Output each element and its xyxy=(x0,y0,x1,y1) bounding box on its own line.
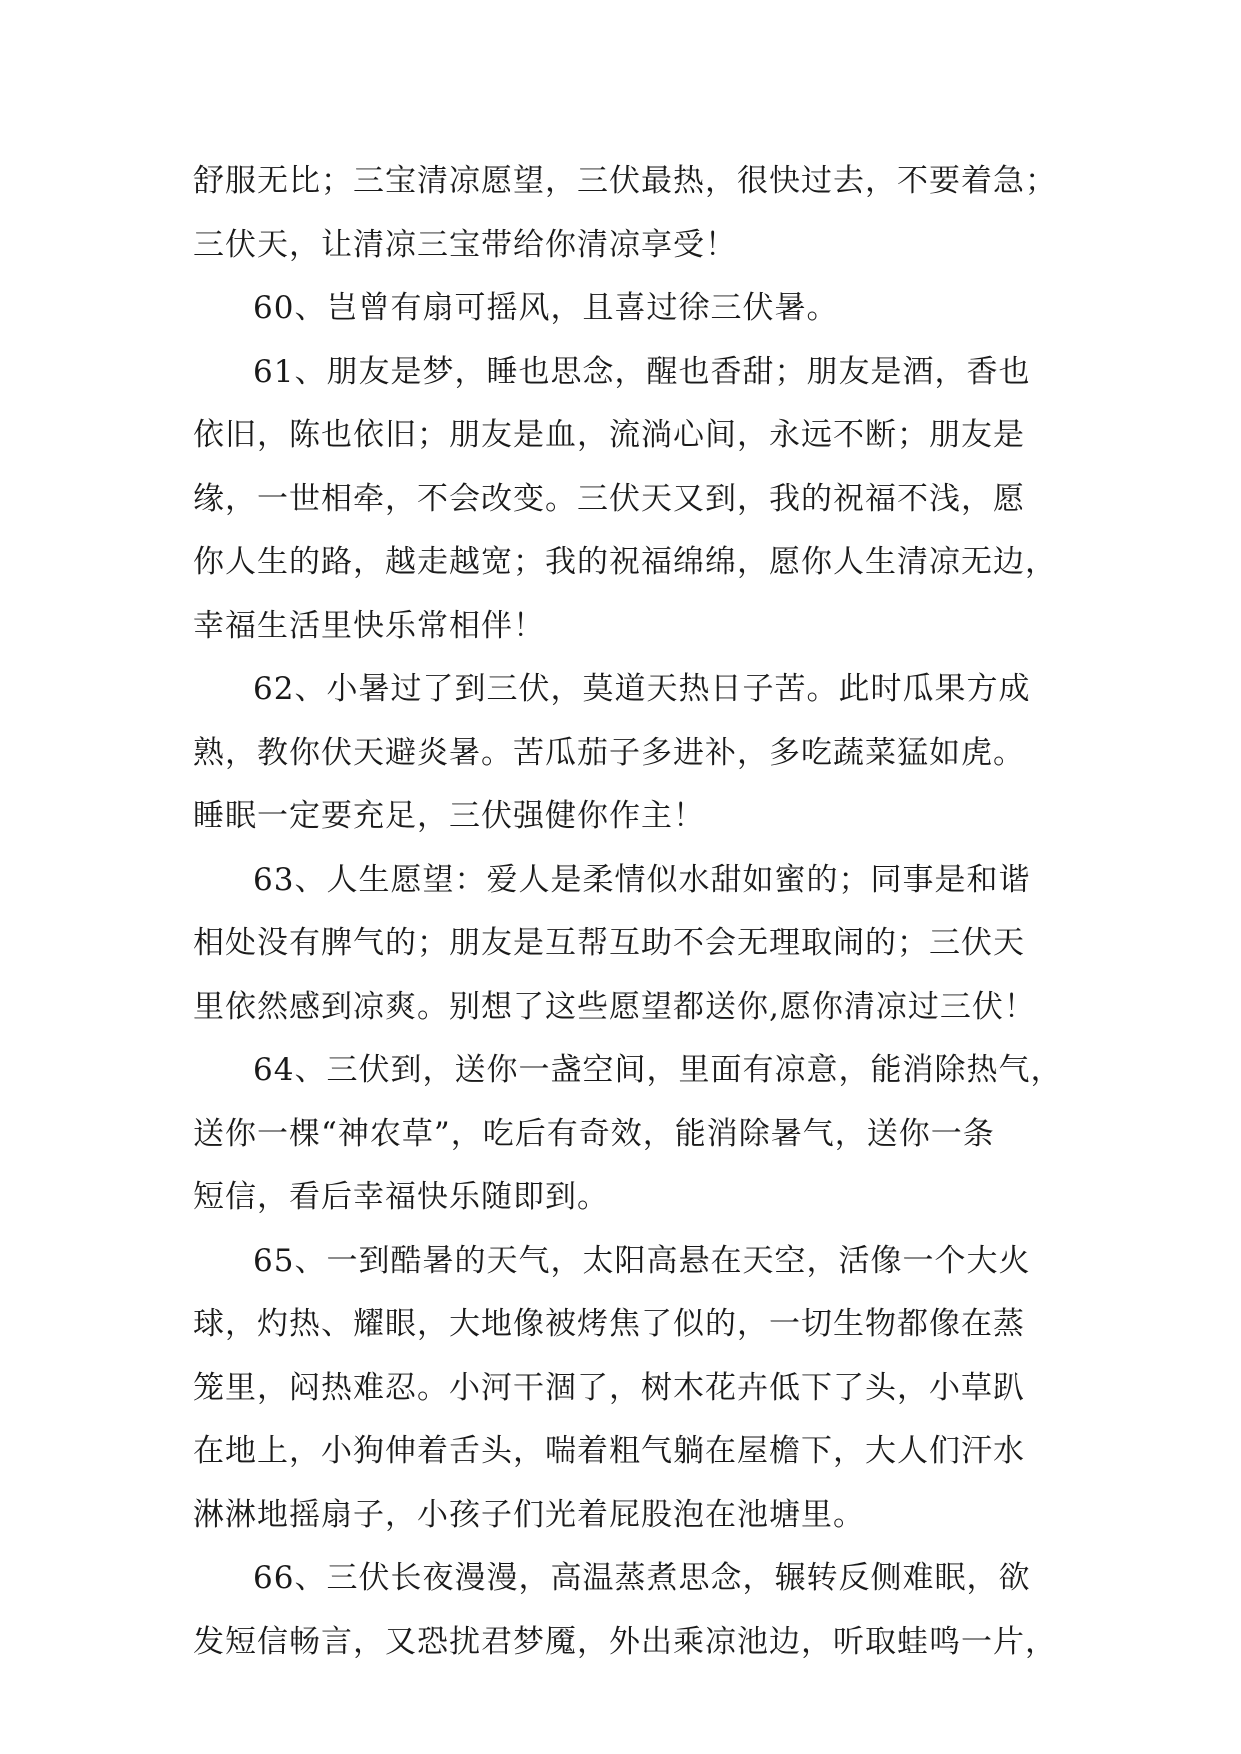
text-line: 你人生的路，越走越宽；我的祝福绵绵，愿你人生清凉无边， xyxy=(193,544,1057,580)
text-line: 熟，教你伏天避炎暑。苦瓜茄子多进补，多吃蔬菜猛如虎。 xyxy=(193,734,1025,771)
text-line: 在地上，小狗伸着舌头，喘着粗气躺在屋檐下，大人们汗水 xyxy=(193,1433,1025,1469)
text-line: 64、三伏到，送你一盏空间，里面有凉意，能消除热气， xyxy=(253,1052,1063,1088)
text-line: 笼里，闷热难忍。小河干涸了，树木花卉低下了头，小草趴 xyxy=(193,1369,1025,1406)
text-line: 65、一到酷暑的天气，太阳高悬在天空，活像一个大火 xyxy=(253,1242,1031,1279)
text-line: 61、朋友是梦，睡也思念，醒也香甜；朋友是酒，香也 xyxy=(253,353,1031,390)
text-line: 里依然感到凉爽。别想了这些愿望都送你,愿你清凉过三伏！ xyxy=(193,988,1036,1025)
text-line: 依旧，陈也依旧；朋友是血，流淌心间，永远不断；朋友是 xyxy=(193,417,1025,453)
text-line: 发短信畅言，又恐扰君梦魇，外出乘凉池边，听取蛙鸣一片， xyxy=(193,1623,1057,1660)
text-line: 幸福生活里快乐常相伴！ xyxy=(193,607,545,644)
document-body xyxy=(193,150,1073,1674)
text-line: 球，灼热、耀眼，大地像被烤焦了似的，一切生物都像在蒸 xyxy=(193,1306,1025,1342)
text-line: 三伏天，让清凉三宝带给你清凉享受！ xyxy=(193,226,737,263)
text-line: 63、人生愿望：爱人是柔情似水甜如蜜的；同事是和谐 xyxy=(253,861,1031,898)
text-line: 相处没有脾气的；朋友是互帮互助不会无理取闹的；三伏天 xyxy=(193,925,1025,961)
text-line: 睡眠一定要充足，三伏强健你作主！ xyxy=(193,798,705,834)
text-line: 舒服无比；三宝清凉愿望，三伏最热，很快过去，不要着急； xyxy=(193,163,1057,199)
text-line: 淋淋地摇扇子，小孩子们光着屁股泡在池塘里。 xyxy=(193,1496,865,1533)
text-line: 送你一棵“神农草”，吃后有奇效，能消除暑气，送你一条 xyxy=(193,1115,995,1152)
text-line: 短信，看后幸福快乐随即到。 xyxy=(193,1179,609,1215)
text-line: 60、岂曾有扇可摇风，且喜过徐三伏暑。 xyxy=(253,290,839,326)
text-line: 缘，一世相牵，不会改变。三伏天又到，我的祝福不浅，愿 xyxy=(193,480,1025,517)
text-line: 62、小暑过了到三伏，莫道天热日子苦。此时瓜果方成 xyxy=(253,671,1031,707)
text-line: 66、三伏长夜漫漫，高温蒸煮思念，辗转反侧难眠，欲 xyxy=(253,1560,1031,1596)
